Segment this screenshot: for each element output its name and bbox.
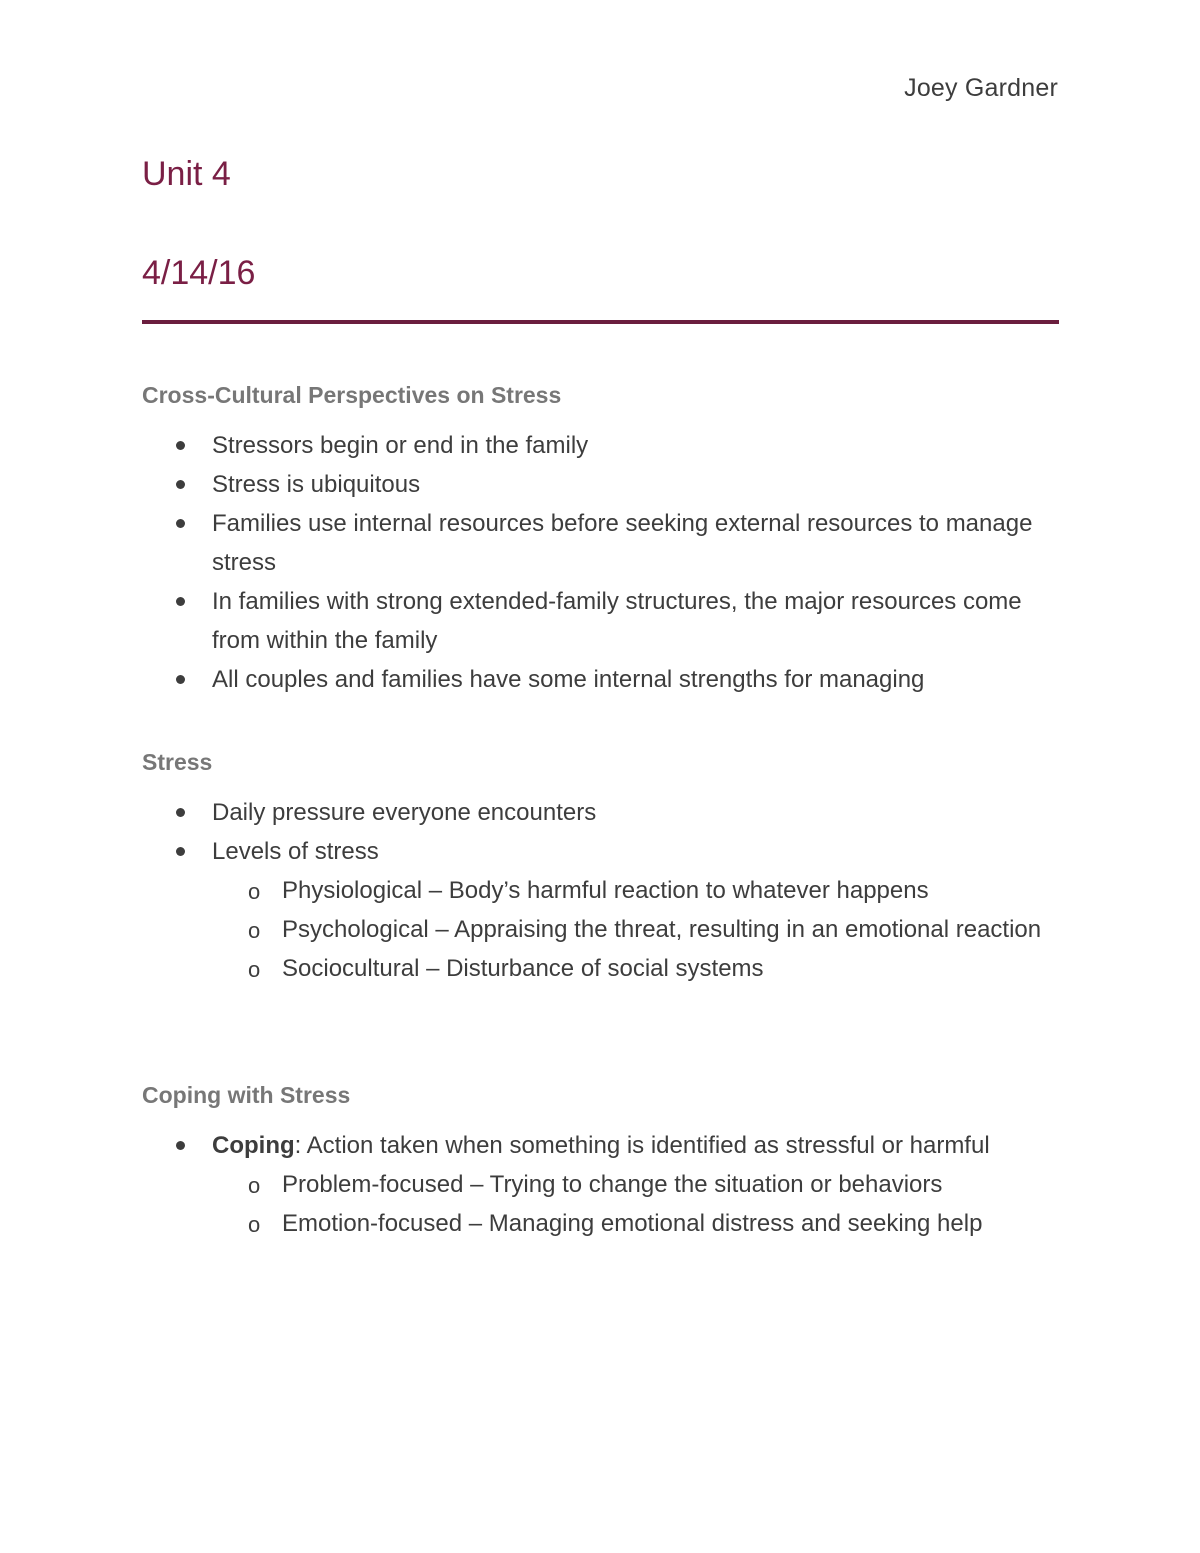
hollow-bullet-icon: o [248, 1173, 261, 1198]
hollow-bullet-icon: o [248, 918, 261, 943]
hollow-bullet-icon: o [248, 879, 261, 904]
bullet-list [142, 793, 1059, 988]
bullet-icon [176, 519, 185, 528]
bullet-icon [176, 441, 185, 450]
list-item-text: Daily pressure everyone encounters [212, 799, 597, 826]
sub-list-item-text: Psychological – Appraising the threat, resulting in an emotional reaction [282, 916, 1042, 943]
list-item-text: Stressors begin or end in the family [212, 432, 589, 459]
author-name: Joey Gardner [904, 74, 1058, 102]
sub-list-item [212, 1204, 1059, 1243]
list-item [142, 660, 1059, 699]
sub-list-item-text: Physiological – Body’s harmful reaction to whatever happens [282, 877, 929, 904]
sub-list [212, 1165, 1059, 1243]
bullet-icon [176, 597, 185, 606]
coping-term: Coping [212, 1132, 295, 1159]
section-coping [142, 1080, 1059, 1243]
list-item [142, 465, 1059, 504]
list-item-text: In families with strong extended-family structures, the major resources come from within the family [212, 588, 1022, 654]
unit-title: Unit 4 [142, 155, 231, 193]
list-item [142, 793, 1059, 832]
list-item [142, 1126, 1059, 1243]
list-item [142, 582, 1059, 660]
list-item-text: All couples and families have some internal strengths for managing [212, 666, 925, 693]
list-item-text: Levels of stress [212, 838, 379, 865]
bullet-list [142, 1126, 1059, 1243]
sub-list-item-text: Emotion-focused – Managing emotional distress and seeking help [282, 1210, 983, 1237]
bullet-icon [176, 480, 185, 489]
section-heading: Coping with Stress [142, 1082, 351, 1108]
bullet-icon [176, 808, 185, 817]
list-item [142, 426, 1059, 465]
list-item-text: Families use internal resources before seeking external resources to manage stress [212, 510, 1033, 576]
sub-list-item [212, 910, 1059, 949]
title-divider [142, 320, 1059, 324]
section-heading: Cross-Cultural Perspectives on Stress [142, 382, 562, 408]
list-item [142, 832, 1059, 988]
bullet-icon [176, 675, 185, 684]
hollow-bullet-icon: o [248, 957, 261, 982]
date-title: 4/14/16 [142, 254, 256, 292]
coping-definition: : Action taken when something is identified as stressful or harmful [294, 1132, 990, 1159]
sub-list-item [212, 871, 1059, 910]
section-stress [142, 747, 1059, 988]
section-heading: Stress [142, 749, 213, 775]
list-item [142, 504, 1059, 582]
list-item-text: Stress is ubiquitous [212, 471, 421, 498]
hollow-bullet-icon: o [248, 1212, 261, 1237]
bullet-icon [176, 1141, 185, 1150]
bullet-icon [176, 847, 185, 856]
sub-list-item-text: Problem-focused – Trying to change the situation or behaviors [282, 1171, 943, 1198]
sub-list-item-text: Sociocultural – Disturbance of social systems [282, 955, 764, 982]
sub-list-item [212, 1165, 1059, 1204]
sub-list [212, 871, 1059, 988]
bullet-list [142, 426, 1059, 699]
sub-list-item [212, 949, 1059, 988]
section-cross-cultural [142, 380, 1059, 699]
